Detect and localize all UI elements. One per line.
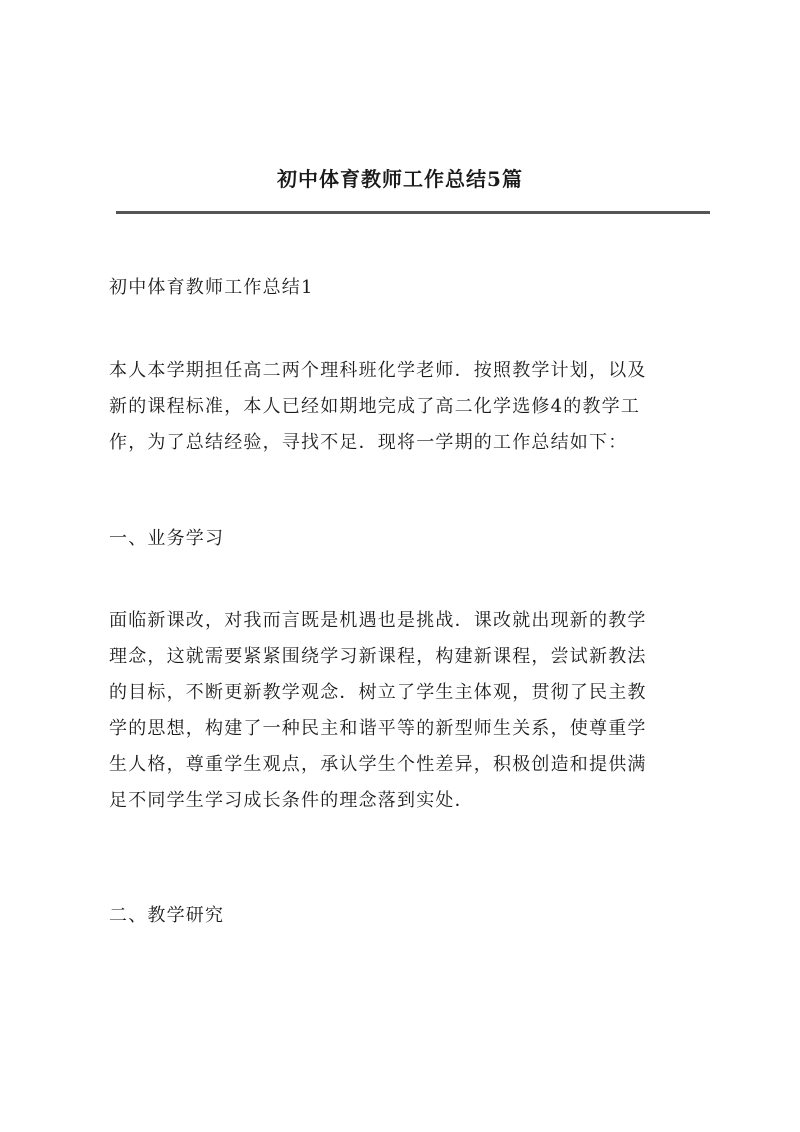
paragraph-line: 新的课程标准，本人已经如期地完成了高二化学选修4的教学工 xyxy=(109,396,641,417)
business-study-paragraph xyxy=(109,603,709,819)
section-heading-teaching-research: 二、教学研究 xyxy=(109,905,225,926)
section-heading-business-study: 一、业务学习 xyxy=(109,528,225,549)
paragraph-line: 学的思想，构建了一种民主和谐平等的新型师生关系，使尊重学 xyxy=(109,718,647,739)
document-title: 初中体育教师工作总结5篇 xyxy=(277,167,523,191)
paragraph-line: 面临新课改，对我而言既是机遇也是挑战．课改就出现新的教学 xyxy=(109,610,647,631)
paragraph-line: 理念，这就需要紧紧围绕学习新课程，构建新课程，尝试新教法 xyxy=(109,646,647,667)
title-divider xyxy=(116,211,710,214)
paragraph-line: 作，为了总结经验，寻找不足．现将一学期的工作总结如下： xyxy=(109,432,628,453)
paragraph-line: 足不同学生学习成长条件的理念落到实处． xyxy=(109,790,474,811)
intro-paragraph xyxy=(109,353,709,461)
paragraph-line: 本人本学期担任高二两个理科班化学老师．按照教学计划，以及 xyxy=(109,360,647,381)
section-subtitle: 初中体育教师工作总结1 xyxy=(109,277,314,298)
paragraph-line: 的目标，不断更新教学观念．树立了学生主体观，贯彻了民主教 xyxy=(109,682,647,703)
paragraph-line: 生人格，尊重学生观点，承认学生个性差异，积极创造和提供满 xyxy=(109,754,647,775)
